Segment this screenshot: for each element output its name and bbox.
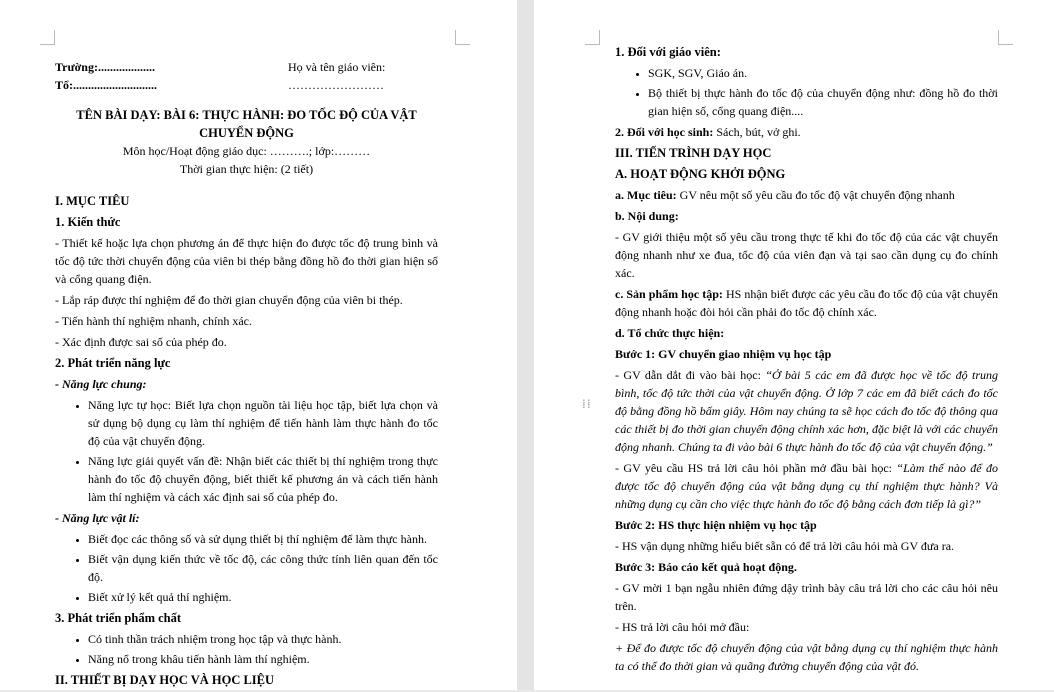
bullet-list bbox=[55, 630, 438, 668]
teacher-dots: …………………… bbox=[288, 78, 384, 92]
page-corner-mark bbox=[585, 30, 600, 45]
bullet-list bbox=[55, 530, 438, 606]
subsection-heading: 1. Đối với giáo viên: bbox=[615, 45, 721, 59]
text: - GV dẫn dắt đi vào bài học: bbox=[615, 368, 766, 382]
left-page-content bbox=[55, 58, 438, 692]
list-item: • Biết xử lý kết quả thí nghiệm. bbox=[88, 588, 438, 606]
drag-handle-icon[interactable]: ⁞⁞ bbox=[582, 397, 592, 411]
text: Sách, bút, vở ghi. bbox=[713, 125, 801, 139]
page-gutter bbox=[517, 0, 534, 690]
paragraph: - HS trả lời câu hỏi mở đầu: bbox=[615, 620, 750, 634]
header-block bbox=[55, 58, 438, 94]
step-heading: Bước 3: Báo cáo kết quả hoạt động. bbox=[615, 560, 797, 574]
text: HS nhận biết được các yêu cầu đo tốc độ của vật chuyển động nhanh hoặc đòi hỏi cần phải đo tốc độ chính xác. bbox=[615, 287, 999, 319]
paragraph: - Xác định được sai số của phép đo. bbox=[55, 335, 227, 349]
section-heading: I. MỤC TIÊU bbox=[55, 194, 130, 208]
subsection-heading: 1. Kiến thức bbox=[55, 215, 121, 229]
paragraph bbox=[615, 123, 998, 141]
label: 2. Đối với học sinh: bbox=[615, 125, 714, 139]
label: a. Mục tiêu: bbox=[615, 188, 677, 202]
page-corner-mark bbox=[455, 30, 470, 45]
section-heading: A. HOẠT ĐỘNG KHỞI ĐỘNG bbox=[615, 167, 786, 181]
bullet-list bbox=[55, 396, 438, 506]
subsection-heading: 3. Phát triển phẩm chất bbox=[55, 611, 182, 625]
label: d. Tổ chức thực hiện: bbox=[615, 326, 725, 340]
teacher-label: Họ và tên giáo viên: bbox=[288, 60, 386, 74]
list-item: • SGK, SGV, Giáo án. bbox=[648, 64, 998, 82]
list-item: • Năng lực giải quyết vấn đề: Nhận biết các thiết bị thí nghiệm trong thực hành đo tốc độ chuyển động, biết thiết kế phương án và cách tiến hành làm thí nghiệm và cách xác định sai số của phép đo. bbox=[88, 452, 438, 506]
italic-subheading: - Năng lực chung: bbox=[55, 377, 147, 391]
list-item: • Bộ thiết bị thực hành đo tốc độ của chuyển động như: đồng hồ đo thời gian hiện số, cổng quang điện.... bbox=[648, 84, 998, 120]
page-corner-mark bbox=[998, 30, 1013, 45]
page-corner-mark bbox=[40, 30, 55, 45]
paragraph: - GV giới thiệu một số yêu cầu trong thực tế khi đo tốc độ của các vật chuyển động nhanh như xe đua, tốc độ của viên đạn và tại sao cần dụng cụ đo chính xác. bbox=[615, 230, 998, 280]
step-heading: Bước 2: HS thực hiện nhiệm vụ học tập bbox=[615, 518, 817, 532]
lesson-title: TÊN BÀI DẠY: BÀI 6: THỰC HÀNH: ĐO TỐC ĐỘ CỦA VẬT CHUYỂN ĐỘNG bbox=[76, 108, 417, 140]
paragraph bbox=[615, 186, 998, 204]
list-item: • Biết đọc các thông số và sử dụng thiết bị thí nghiệm để làm thực hành. bbox=[88, 530, 438, 548]
paragraph: - Lắp ráp được thí nghiệm để đo thời gian chuyển động của viên bi thép. bbox=[55, 293, 403, 307]
paragraph: - GV mời 1 bạn ngẫu nhiên đứng dậy trình bày câu trả lời cho các câu hỏi nêu trên. bbox=[615, 581, 998, 613]
quote: “Làm thế nào để đo được tốc độ chuyển động của vật bằng dụng cụ thí nghiệm thực hành? Và những dụng cụ cần cho việc thực hành đo tốc độ bằng cách đơn tiếp là gì?” bbox=[615, 461, 999, 511]
label: b. Nội dung: bbox=[615, 209, 679, 223]
step-heading: Bước 1: GV chuyển giao nhiệm vụ học tập bbox=[615, 347, 832, 361]
group-label: Tổ:............................ bbox=[55, 78, 157, 92]
list-item: • Năng lực tự học: Biết lựa chọn nguồn tài liệu học tập, biết lựa chọn và sử dụng bộ dụng cụ làm thí nghiệm để tiến hành làm thực hành đo tốc độ của vật chuyển động. bbox=[88, 396, 438, 450]
quote: “Ở bài 5 các em đã được học về tốc độ trung bình, tốc độ tức thời của vật chuyển động. Ở lớp 7 các em đã biết cách đo tốc độ bằng đồng hồ bấm giây. Hôm nay chúng ta sẽ học cách đo tốc độ thông qua các thiết bị đo thời gian chuyển động chính xác hơn, đặc biệt là với các chuyển động nhanh. Chúng ta đi vào bài 6 thực hành đo tốc độ của vật chuyển động.” bbox=[615, 368, 998, 454]
school-label: Trường:................... bbox=[55, 60, 155, 74]
paragraph: + Để đo được tốc độ chuyển động của vật bằng dụng cụ thí nghiệm thực hành ta có thể đo thời gian và quãng đường chuyển động của vật đó. bbox=[615, 641, 998, 673]
paragraph: - HS vận dụng những hiểu biết sẵn có để trả lời câu hỏi mà GV đưa ra. bbox=[615, 539, 955, 553]
right-page-content bbox=[615, 40, 998, 678]
subject-line: Môn học/Hoạt động giáo dục: ……….; lớp:……… bbox=[122, 144, 371, 158]
section-heading: III. TIẾN TRÌNH DẠY HỌC bbox=[615, 146, 772, 160]
time-line: Thời gian thực hiện: (2 tiết) bbox=[179, 162, 314, 176]
italic-subheading: - Năng lực vật lí: bbox=[55, 511, 140, 525]
list-item: • Biết vận dụng kiến thức về tốc độ, các công thức tính liên quan đến tốc độ. bbox=[88, 550, 438, 586]
list-item: • Có tinh thần trách nhiệm trong học tập và thực hành. bbox=[88, 630, 438, 648]
paragraph bbox=[615, 285, 998, 321]
bullet-list bbox=[615, 64, 998, 120]
text: - GV yêu cầu HS trả lời câu hỏi phần mở đầu bài học: bbox=[615, 461, 897, 475]
text: GV nêu một số yêu cầu đo tốc độ vật chuyển động nhanh bbox=[676, 188, 955, 202]
label: c. Sản phẩm học tập: bbox=[615, 287, 723, 301]
paragraph: - Thiết kế hoặc lựa chọn phương án để thực hiện đo được tốc độ trung bình và tốc độ tức thời chuyển động của viên bi thép bằng đồng hồ đo thời gian hiện số và cổng quang điện. bbox=[55, 236, 438, 286]
paragraph bbox=[615, 366, 998, 456]
section-heading: II. THIẾT BỊ DẠY HỌC VÀ HỌC LIỆU bbox=[55, 673, 275, 687]
subsection-heading: 2. Phát triển năng lực bbox=[55, 356, 171, 370]
list-item: • Năng nổ trong khâu tiến hành làm thí nghiệm. bbox=[88, 650, 438, 668]
paragraph: - Tiến hành thí nghiệm nhanh, chính xác. bbox=[55, 314, 252, 328]
paragraph bbox=[615, 459, 998, 513]
